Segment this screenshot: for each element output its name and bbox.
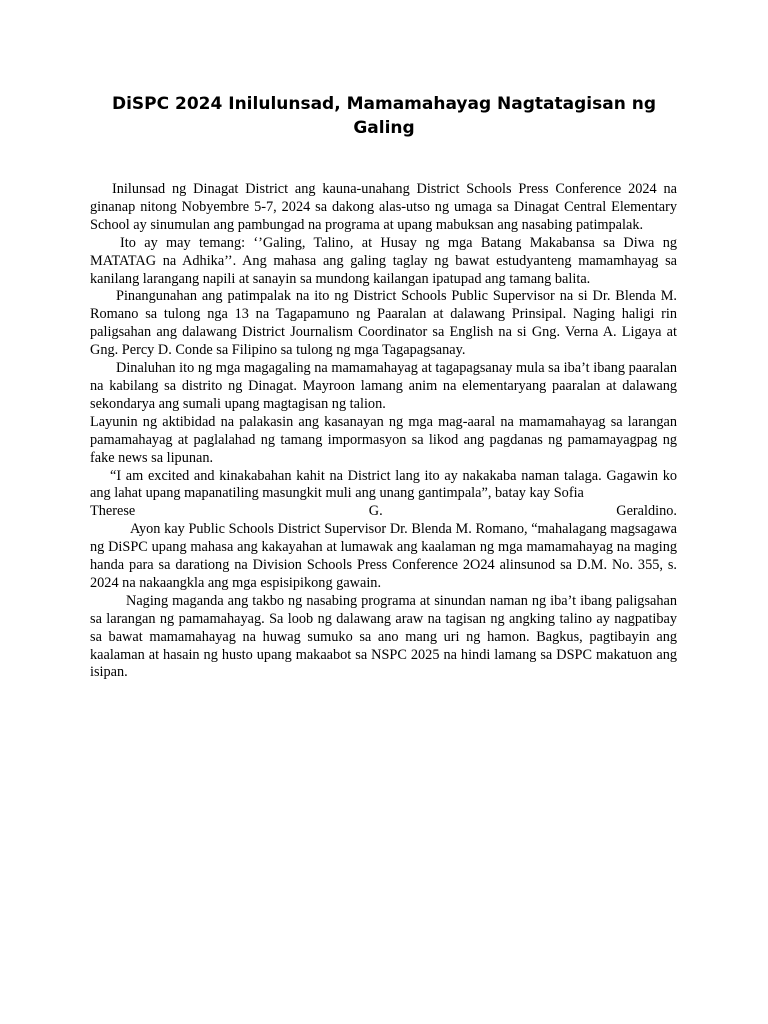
quote-attribution-line [90,503,677,521]
paragraph-quote: “I am excited and kinakabahan kahit na District lang ito ay nakakaba naman talaga. Gagawin ko ang lahat upang mapanatiling masungkit muli ang unang gantimpala”, batay kay Sofia [90,467,677,502]
paragraph-objective: Layunin ng aktibidad na palakasin ang kasanayan ng mga mag-aaral na mamamahayag sa larangan pamamahayag at paglalahad ng tamang impormasyon sa likod ang pagdanas ng pamamayagpag ng fake news sa lipunan. [90,413,677,466]
paragraph-intro: Inilunsad ng Dinagat District ang kauna-unahang District Schools Press Conference 2024 na ginanap nitong Nobyembre 5-7, 2024 sa dakong alas-utso ng umaga sa Dinagat Central Elementary School ay sinumulan ang pambungad na programa at upang mabuksan ang nasabing patimpalak. [90,181,677,233]
paragraph-supervisor-statement: Ayon kay Public Schools District Supervisor Dr. Blenda M. Romano, “mahalagang magsagawa ng DiSPC upang mahasa ang kakayahan at lumawak ang kaalaman ng mga mamamahayag na maging handa para sa darationg na Division Schools Press Conference 2O24 alinsunod sa D.M. No. 355, s. 2024 na nakaangkla ang mga espisipikong gawain. [90,521,677,591]
paragraph-theme: Ito ay may temang: ‘’Galing, Talino, at Husay ng mga Batang Makabansa sa Diwa ng MATATAG na Adhika’’. Ang mahasa ang galing taglay ng bawat estudyanteng mamamhayag sa kanilang larangang napili at sanayin sa mundong kailangan ipatupad ang tamang balita. [90,234,677,287]
attribution-part: G. [368,503,383,520]
paragraph-leaders: Pinangunahan ang patimpalak na ito ng District Schools Public Supervisor na si Dr. Blenda M. Romano sa tulong nga 13 na Tagapamuno ng Paaralan at dalawang Prinsipal. Naging haligi rin paligsahan ang dalawang District Journalism Coordinator sa English na si Gng. Verna A. Ligaya at Gng. Percy D. Conde sa Filipino sa tulong ng mga Tagapagsanay. [90,288,677,359]
paragraph-conclusion: Naging maganda ang takbo ng nasabing programa at sinundan naman ng iba’t ibang paligsahan sa larangan ng pamamahayag. Sa loob ng dalawang araw na tagisan ng angking talino ay nagpatibay sa bawat mamamahayag na huwag sumuko sa ano mang uri ng hamon. Bagkus, pagtibayin ang kaalaman at hasain ng husto upang makaabot sa NSPC 2025 na hindi lamang sa DSPC makatuon ang isipan. [90,592,677,681]
attribution-part: Therese [90,503,136,520]
paragraph-participants: Dinaluhan ito ng mga magagaling na mamamahayag at tagapagsanay mula sa iba’t ibang paaralan na kabilang sa distrito ng Dinagat. Mayroon lamang anim na elementaryang paaralan at dalawang sekondarya ang sumali upang magtagisan ng talion. [90,360,677,412]
article-title: DiSPC 2024 Inilulunsad, Mamamahayag Nagtatagisan ng Galing [111,94,657,138]
attribution-part: Geraldino. [616,503,677,520]
article-body [90,181,677,682]
